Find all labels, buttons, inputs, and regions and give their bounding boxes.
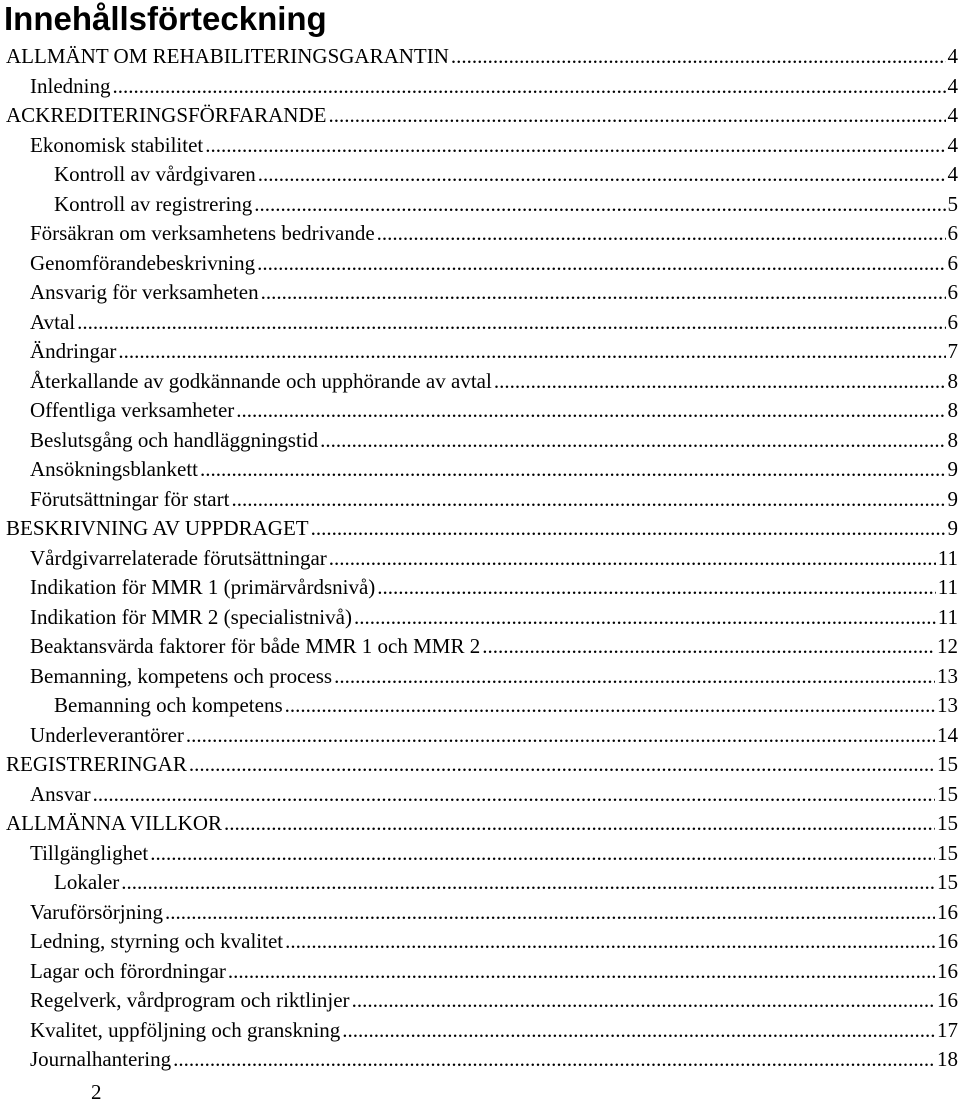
toc-dot-leader [173, 1045, 935, 1075]
toc-entry[interactable] [0, 662, 960, 692]
toc-entry[interactable] [0, 426, 960, 456]
toc-dot-leader [377, 219, 946, 249]
toc-entry-page-number: 15 [937, 811, 958, 835]
toc-dot-leader [328, 101, 945, 131]
toc-entry-page-number: 11 [937, 604, 958, 629]
toc-entry-text: Ansvarig för verksamheten [30, 280, 259, 304]
toc-entry-page-number: 18 [937, 1047, 958, 1071]
toc-entry-text: Återkallande av godkännande och upphörande av avtal [30, 368, 492, 393]
toc-entry-page-number: 16 [937, 929, 958, 953]
toc-entry[interactable] [0, 603, 960, 633]
toc-dot-leader [224, 809, 935, 839]
toc-entry-text: Tillgänglighet [30, 840, 149, 865]
toc-entry-text: Beaktansvärda faktorer för både MMR 1 och MMR 2 [30, 634, 481, 658]
toc-entry[interactable] [0, 514, 960, 544]
toc-entry-page-number: 8 [947, 398, 958, 422]
toc-entry[interactable] [0, 839, 960, 869]
toc-entry[interactable] [0, 249, 960, 279]
toc-entry[interactable] [0, 898, 960, 928]
toc-entry-page-number: 13 [937, 663, 958, 688]
toc-dot-leader [494, 367, 946, 397]
toc-entry[interactable] [0, 691, 960, 721]
toc-dot-leader [482, 632, 935, 662]
toc-entry[interactable] [0, 750, 960, 780]
toc-entry[interactable] [0, 927, 960, 957]
toc-entry-text: Ekonomisk stabilitet [30, 132, 204, 157]
toc-entry-text: Kvalitet, uppföljning och granskning [30, 1017, 341, 1042]
toc-entry[interactable] [0, 544, 960, 574]
toc-entry-page-number: 14 [937, 722, 958, 747]
toc-entry-text: ALLMÄNT OM REHABILITERINGSGARANTIN [6, 44, 449, 68]
toc-entry[interactable] [0, 131, 960, 161]
toc-entry[interactable] [0, 308, 960, 338]
toc-entry-text: Bemanning, kompetens och process [30, 663, 333, 688]
toc-entry-page-number: 16 [937, 899, 958, 924]
toc-entry-page-number: 11 [937, 575, 958, 599]
toc-entry[interactable] [0, 809, 960, 839]
toc-entry-text: Beslutsgång och handläggningstid [30, 427, 319, 452]
toc-entry-page-number: 15 [937, 752, 958, 776]
toc-entry-page-number: 16 [937, 958, 958, 983]
toc-entry[interactable] [0, 485, 960, 515]
toc-entry-text: Underleverantörer [30, 722, 184, 747]
toc-dot-leader [451, 42, 946, 72]
toc-entry[interactable] [0, 219, 960, 249]
toc-entry-page-number: 8 [947, 427, 958, 452]
toc-entry-page-number: 9 [947, 457, 958, 481]
toc-entry-text: Ansvar [30, 781, 91, 806]
toc-entry-text: Kontroll av vårdgivaren [54, 162, 256, 186]
toc-entry[interactable] [0, 632, 960, 662]
toc-entry[interactable] [0, 986, 960, 1016]
toc-entry-text: Inledning [30, 73, 111, 98]
toc-entry-page-number: 6 [947, 309, 958, 334]
toc-dot-leader [205, 131, 945, 161]
toc-entry-text: ACKREDITERINGSFÖRFARANDE [6, 103, 327, 127]
toc-entry-text: BESKRIVNING AV UPPDRAGET [6, 516, 309, 540]
table-of-contents [0, 42, 960, 1075]
toc-entry[interactable] [0, 337, 960, 367]
toc-entry-text: Indikation för MMR 1 (primärvårdsnivå) [30, 575, 376, 599]
toc-dot-leader [342, 1016, 935, 1046]
toc-entry-page-number: 17 [937, 1017, 958, 1042]
toc-entry[interactable] [0, 190, 960, 220]
toc-dot-leader [165, 898, 935, 928]
toc-dot-leader [150, 839, 935, 869]
toc-dot-leader [186, 721, 935, 751]
toc-entry[interactable] [0, 957, 960, 987]
toc-entry-text: Lokaler [54, 870, 120, 894]
toc-entry-text: Bemanning och kompetens [54, 693, 283, 717]
toc-entry-page-number: 6 [947, 221, 958, 245]
toc-entry-page-number: 9 [947, 486, 958, 511]
toc-entry[interactable] [0, 72, 960, 102]
toc-dot-leader [320, 426, 945, 456]
toc-entry-text: Förutsättningar för start [30, 486, 230, 511]
toc-entry[interactable] [0, 101, 960, 131]
toc-entry-text: Ändringar [30, 339, 117, 363]
toc-dot-leader [285, 927, 935, 957]
toc-dot-leader [311, 514, 946, 544]
toc-entry-text: Offentliga verksamheter [30, 398, 235, 422]
toc-dot-leader [352, 986, 935, 1016]
toc-entry-page-number: 12 [937, 634, 958, 658]
toc-dot-leader [189, 750, 935, 780]
toc-entry-page-number: 4 [947, 132, 958, 157]
toc-entry-page-number: 4 [947, 103, 958, 127]
toc-entry[interactable] [0, 721, 960, 751]
toc-entry-page-number: 15 [937, 781, 958, 806]
toc-dot-leader [93, 780, 935, 810]
toc-entry-page-number: 15 [937, 840, 958, 865]
toc-entry-text: Varuförsörjning [30, 899, 163, 924]
toc-dot-leader [77, 308, 945, 338]
toc-entry-page-number: 6 [947, 250, 958, 275]
toc-entry-text: Journalhantering [30, 1047, 172, 1071]
toc-title: Innehållsförteckning [4, 0, 327, 37]
toc-entry-text: Ledning, styrning och kvalitet [30, 929, 284, 953]
toc-entry-text: Kontroll av registrering [54, 191, 253, 216]
toc-entry-text: Genomförandebeskrivning [30, 250, 256, 275]
toc-entry[interactable] [0, 42, 960, 72]
toc-entry-page-number: 4 [947, 73, 958, 98]
toc-entry-page-number: 16 [937, 988, 958, 1012]
toc-dot-leader [354, 603, 936, 633]
toc-entry[interactable] [0, 1016, 960, 1046]
toc-entry-text: Försäkran om verksamhetens bedrivande [30, 221, 375, 245]
toc-entry[interactable] [0, 573, 960, 603]
toc-entry[interactable] [0, 1045, 960, 1075]
toc-entry[interactable] [0, 455, 960, 485]
toc-entry-page-number: 15 [937, 870, 958, 894]
toc-entry[interactable] [0, 780, 960, 810]
toc-dot-leader [257, 249, 945, 279]
toc-entry-page-number: 6 [947, 280, 958, 304]
toc-entry-text: REGISTRERINGAR [6, 752, 187, 776]
toc-entry[interactable] [0, 868, 960, 898]
toc-dot-leader [258, 160, 946, 190]
toc-entry[interactable] [0, 160, 960, 190]
toc-entry-page-number: 8 [947, 368, 958, 393]
page-number: 2 [91, 1080, 102, 1104]
toc-dot-leader [285, 691, 935, 721]
toc-dot-leader [200, 455, 946, 485]
toc-dot-leader [254, 190, 945, 220]
toc-dot-leader [118, 337, 945, 367]
toc-entry-text: ALLMÄNNA VILLKOR [6, 811, 223, 835]
toc-dot-leader [112, 72, 945, 102]
toc-dot-leader [121, 868, 935, 898]
toc-dot-leader [377, 573, 936, 603]
toc-entry-page-number: 7 [947, 339, 958, 363]
toc-entry[interactable] [0, 396, 960, 426]
toc-dot-leader [231, 485, 945, 515]
toc-dot-leader [228, 957, 935, 987]
toc-entry-text: Ansökningsblankett [30, 457, 198, 481]
toc-dot-leader [261, 278, 946, 308]
toc-entry[interactable] [0, 367, 960, 397]
toc-dot-leader [334, 662, 935, 692]
toc-entry-page-number: 4 [947, 44, 958, 68]
toc-entry-page-number: 5 [947, 191, 958, 216]
toc-entry-text: Indikation för MMR 2 (specialistnivå) [30, 604, 352, 629]
toc-entry-text: Vårdgivarrelaterade förutsättningar [30, 545, 327, 570]
toc-entry-page-number: 9 [947, 516, 958, 540]
toc-entry-page-number: 4 [947, 162, 958, 186]
toc-dot-leader [329, 544, 936, 574]
toc-entry-text: Lagar och förordningar [30, 958, 226, 983]
toc-entry-page-number: 13 [937, 693, 958, 717]
toc-entry-text: Avtal [30, 309, 76, 334]
toc-entry[interactable] [0, 278, 960, 308]
toc-dot-leader [236, 396, 945, 426]
toc-entry-text: Regelverk, vårdprogram och riktlinjer [30, 988, 350, 1012]
toc-entry-page-number: 11 [937, 545, 958, 570]
